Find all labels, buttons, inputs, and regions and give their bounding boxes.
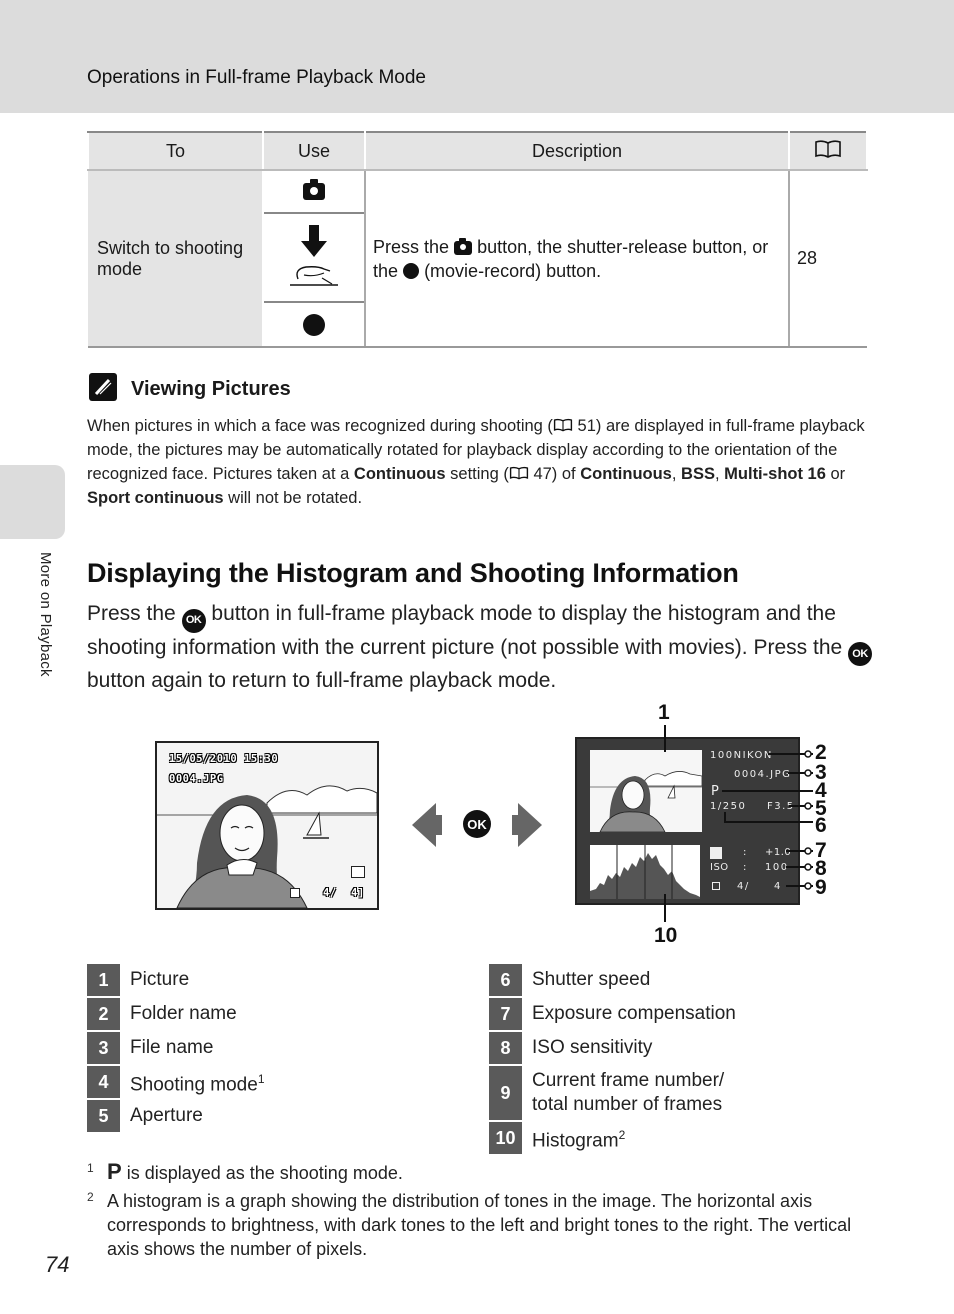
list-item: 9 Current frame number/ total number of frames <box>489 1066 736 1120</box>
protect-icon <box>712 882 720 890</box>
list-item: 10 Histogram$^2$ <box>489 1122 736 1154</box>
callout-4: 4 <box>815 779 827 802</box>
ok-button-icon: OK <box>848 642 872 666</box>
info-iso-value: 100 <box>765 862 789 873</box>
column-header-to: To <box>88 132 263 170</box>
camera-button-icon <box>454 241 472 255</box>
section-intro: Press the OK button in full-frame playback mode to display the histogram and the shooting information with the current picture (not possible with movies). Press the OK button again to return to full-frame playback mode. <box>87 599 877 695</box>
protect-icon <box>290 888 300 898</box>
chapter-tab <box>0 465 65 539</box>
column-header-description: Description <box>365 132 789 170</box>
cell-use <box>263 170 365 347</box>
program-mode-icon: P <box>107 1159 122 1184</box>
movie-record-button-icon <box>403 263 419 279</box>
callout-7: 7 <box>815 839 827 862</box>
list-item: 7 Exposure compensation <box>489 998 736 1030</box>
callout-10: 10 <box>654 924 678 947</box>
info-folder: 100NIKON <box>710 750 773 761</box>
section-title: Displaying the Histogram and Shooting Information <box>87 558 739 588</box>
full-frame-playback-screen <box>155 741 379 910</box>
thumbnail-photo <box>590 750 702 832</box>
desc-text-2: button, the shutter-release button, or the <box>373 236 769 281</box>
list-item: 4 Shooting mode$^1$ <box>87 1066 265 1098</box>
camera-button-icon <box>303 183 325 200</box>
info-separator: : <box>743 847 748 858</box>
use-camera <box>264 171 364 214</box>
histogram-info-screen <box>575 737 800 905</box>
image-size-icon <box>351 866 365 878</box>
column-header-use: Use <box>263 132 365 170</box>
info-iso-label: ISO <box>710 862 729 873</box>
legend-right <box>489 964 736 1156</box>
shutter-press-icon <box>284 223 344 293</box>
callout-5: 5 <box>815 797 827 820</box>
footnotes <box>87 1160 877 1265</box>
desc-text-1: Press the <box>373 236 450 257</box>
list-item: 2 Folder name <box>87 998 265 1030</box>
info-frame-total: 4 <box>774 881 782 892</box>
callout-3: 3 <box>815 761 827 784</box>
info-aperture: F3.5 <box>767 801 795 812</box>
header-band <box>0 0 954 113</box>
exposure-comp-icon <box>710 847 722 859</box>
toggle-arrows <box>410 800 550 850</box>
histogram-graph <box>590 845 700 899</box>
cell-to: Switch to shooting mode <box>88 170 263 347</box>
footnote-1: 1 P is displayed as the shooting mode. <box>87 1159 403 1184</box>
note-pencil-icon <box>89 373 117 401</box>
info-separator: : <box>743 862 748 873</box>
list-item: 3 File name <box>87 1032 265 1064</box>
list-item: 8 ISO sensitivity <box>489 1032 736 1064</box>
list-item: 1 Picture <box>87 964 265 996</box>
playback-frame-total: 4] <box>351 887 365 899</box>
column-header-reference <box>789 132 867 170</box>
list-item: 5 Aperture <box>87 1100 265 1132</box>
arrow-left-icon <box>412 803 442 847</box>
book-icon <box>553 418 573 432</box>
book-icon <box>814 139 842 159</box>
desc-text-3: (movie-record) button. <box>424 260 602 281</box>
use-shutter <box>264 214 364 303</box>
list-item: 6 Shutter speed <box>489 964 736 996</box>
playback-frame-current: 4/ <box>323 887 337 899</box>
info-exposure: +1.0 <box>765 847 792 858</box>
operations-table <box>87 131 868 348</box>
cell-reference: 28 <box>789 170 867 347</box>
cell-description <box>365 170 789 347</box>
playback-datetime: 15/05/2010 15:30 <box>169 753 279 765</box>
sample-photo <box>157 743 377 908</box>
book-icon <box>509 466 529 480</box>
callout-8: 8 <box>815 857 827 880</box>
chapter-tab-label: More on Playback <box>37 552 54 677</box>
page-number: 74 <box>45 1252 70 1277</box>
page-header-title: Operations in Full-frame Playback Mode <box>87 67 426 88</box>
playback-filename: 0004.JPG <box>169 773 224 785</box>
footnote-2: 2 A histogram is a graph showing the distribution of tones in the image. The horizontal axis corresponds to brightness, with dark tones to the left and bright tones to the right. The vertical axis shows the number of pixels. <box>87 1190 852 1259</box>
callout-2: 2 <box>815 741 827 764</box>
info-shutter: 1/250 <box>710 801 747 812</box>
callout-1: 1 <box>658 701 670 724</box>
movie-record-button-icon <box>303 314 325 336</box>
arrow-right-icon <box>512 803 542 847</box>
ok-button-icon: OK <box>182 609 206 633</box>
note-title: Viewing Pictures <box>131 378 291 400</box>
note-body: When pictures in which a face was recognized during shooting ( 51) are displayed in full-frame playback mode, the pictures may be automatically rotated for playback display according to the orientation of the recognized face. Pictures taken at a Continuous setting ( 47) of Continuous, BSS, Multi-shot 16 or Sport continuous will not be rotated. <box>87 417 865 507</box>
table-row <box>88 170 867 347</box>
info-mode: P <box>711 784 721 799</box>
info-file: 0004.JPG <box>734 769 792 780</box>
use-movie-record <box>264 303 364 346</box>
svg-text:OK: OK <box>467 817 487 832</box>
callout-6: 6 <box>815 814 827 837</box>
legend-left <box>87 964 265 1134</box>
callout-9: 9 <box>815 876 827 899</box>
info-frame-current: 4/ <box>737 881 750 892</box>
